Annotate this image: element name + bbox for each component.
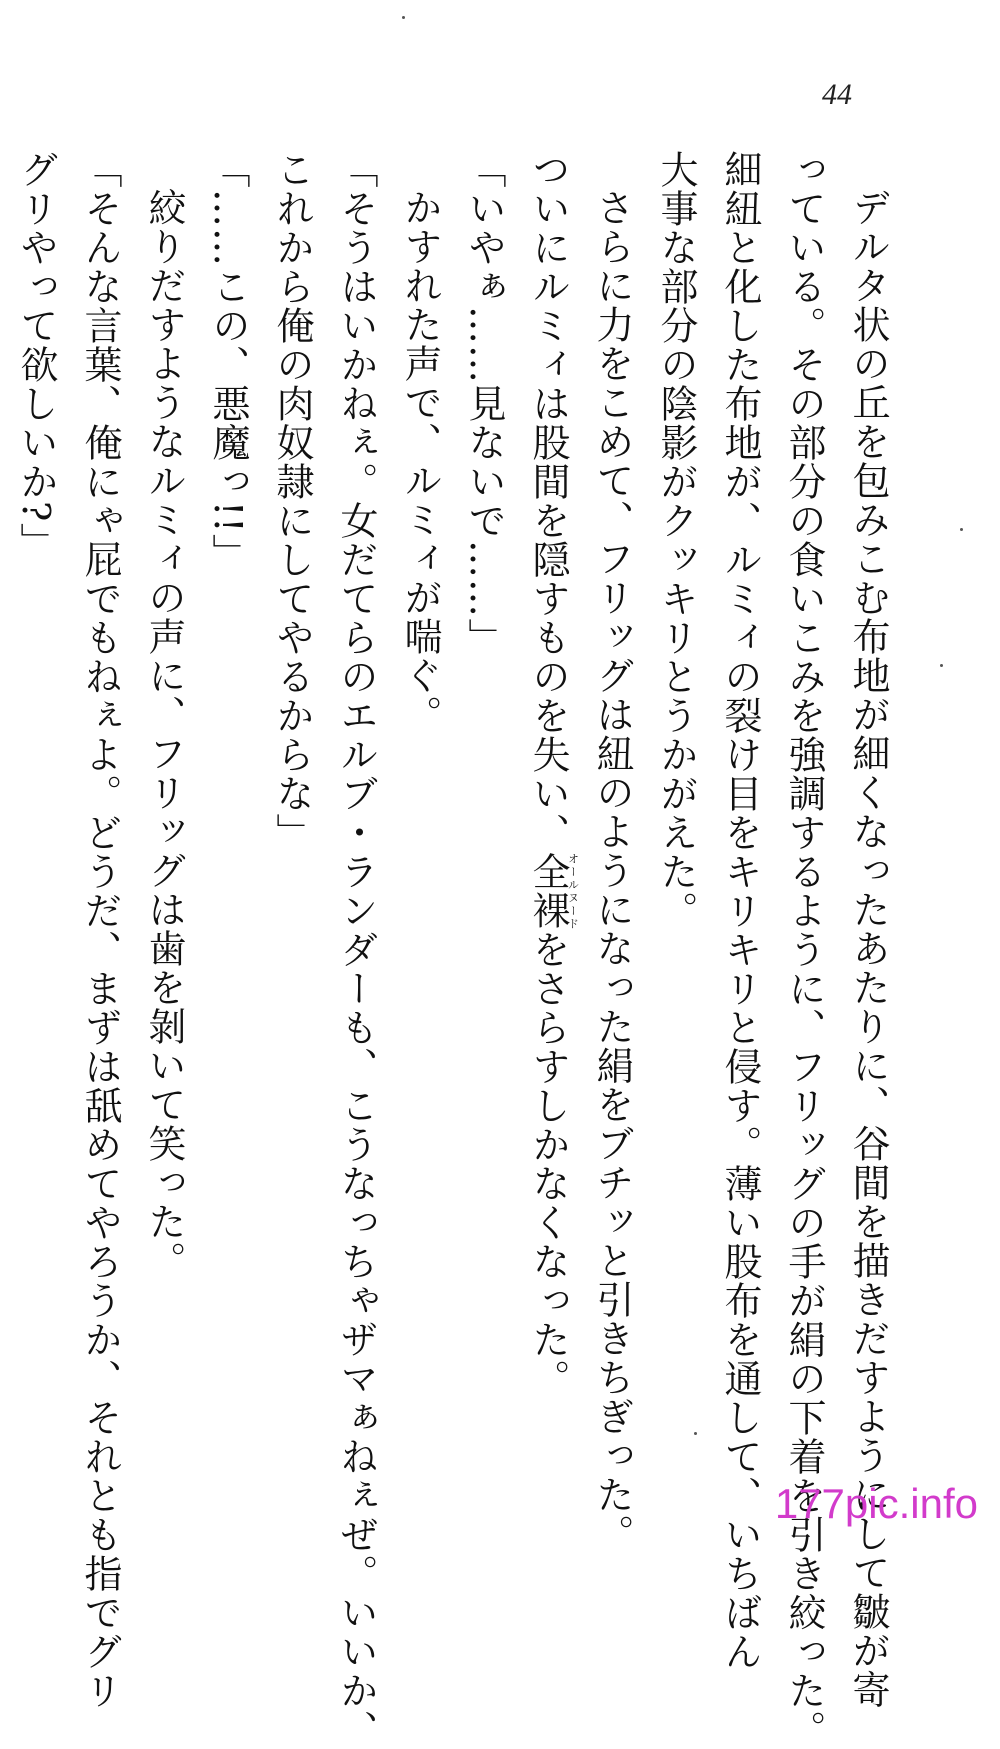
text-line-ruby — [516, 150, 580, 1450]
text-line: 「そうはいかねぇ。女だてらのエルブ・ランダーも、こうなっちゃザマぁねぇぜ。いいか、 — [334, 150, 378, 1749]
text-line: 「いやぁ……見ないで……」 — [462, 150, 506, 657]
text-line: さらに力をこめて、フリッグは紐のようになった絹をブチッと引きちぎった。 — [590, 188, 634, 1553]
text-line: 「……この、悪魔っ!!」 — [206, 150, 250, 573]
watermark-text: 177pic.info — [774, 1480, 978, 1527]
ruby-after: をさらすしかなくなった。 — [526, 930, 570, 1398]
text-line: これから俺の肉奴隷にしてやるからな」 — [270, 150, 314, 852]
ruby-word — [526, 852, 580, 930]
page-number: 44 — [822, 78, 852, 111]
ruby-base: 全裸 — [526, 852, 570, 930]
scan-speck — [402, 16, 405, 19]
text-line: 絞りだすようなルミィの声に、フリッグは歯を剝いて笑った。 — [142, 188, 186, 1280]
scan-speck — [940, 664, 943, 667]
text-line: デルタ状の丘を包みこむ布地が細くなったあたりに、谷間を描きだすようにして皺が寄 — [846, 188, 890, 1709]
text-line — [0, 150, 4, 1450]
text-line: 細紐と化した布地が、ルミィの裂け目をキリキリと侵す。薄い股布を通して、いちばん — [718, 150, 762, 1671]
scan-speck — [960, 528, 963, 531]
text-line: かすれた声で、ルミィが喘ぐ。 — [398, 188, 442, 734]
ruby-before: ついにルミィは股間を隠すものを失い、 — [526, 150, 570, 852]
scan-speck — [694, 1432, 697, 1435]
ruby-reading: オールヌード — [566, 852, 580, 930]
text-line: 大事な部分の陰影がクッキリとうかがえた。 — [654, 150, 698, 930]
text-line: 「そんな言葉、俺にゃ屁でもねぇよ。どうだ、まずは舐めてやろうか、それとも指でグリ — [78, 150, 122, 1710]
text-line: グリやって欲しいか?」 — [14, 150, 58, 562]
text-line: っている。その部分の食いこみを強調するように、フリッグの手が絹の下着を引き絞った。 — [782, 150, 826, 1749]
